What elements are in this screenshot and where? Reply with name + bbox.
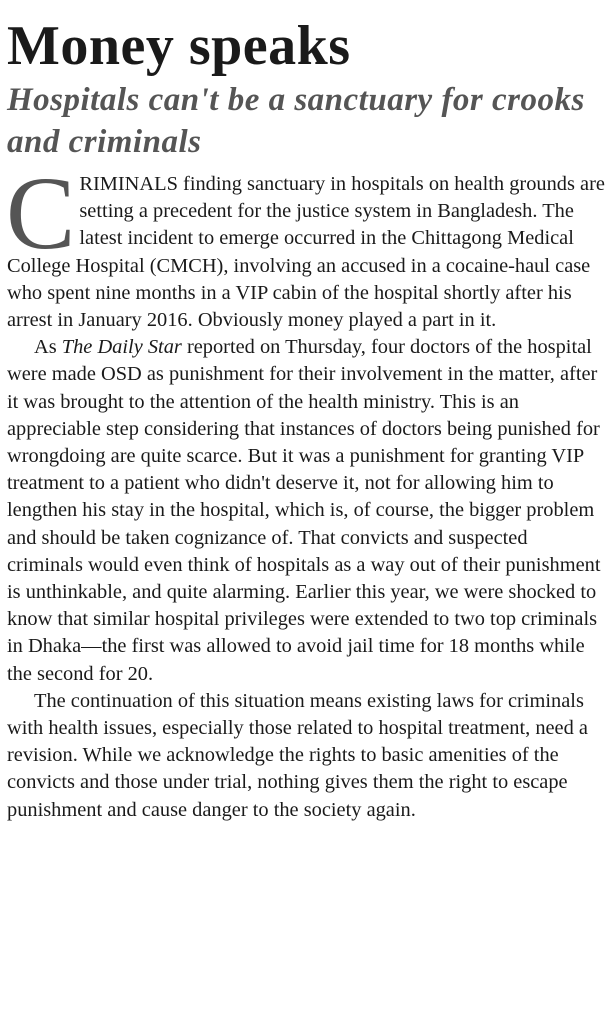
paragraph-1-text: RIMINALS finding sanctuary in hospitals on health grounds are setting a precedent for the justice system in Bangladesh. The latest incident to emerge occurred in the Chittagong Medical College Hospital (CMCH), involving an accused in a cocaine-haul case who spent nine months in a VIP cabin of the hospital shortly after his arrest in January 2016. Obviously money played a part in it. xyxy=(7,173,605,332)
paragraph-2-lead: As xyxy=(34,336,62,359)
paragraph-2 xyxy=(7,334,605,688)
editorial-article xyxy=(7,0,605,824)
paragraph-2-text: reported on Thursday, four doctors of the hospital were made OSD as punishment for their involvement in the matter, after it was brought to the attention of the health ministry. This is an appreciable step considering that instances of doctors being punished for wrongdoing are quite scarce. But it was a punishment for granting VIP treatment to a patient who didn't deserve it, not for allowing him to lengthen his stay in the hospital, which is, of course, the bigger problem and should be taken cognizance of. That convicts and suspected criminals would even think of hospitals as a way out of their punishment is unthinkable, and quite alarming. Earlier this year, we were shocked to know that similar hospital privileges were extended to two top criminals in Dhaka—the first was allowed to avoid jail time for 18 months while the second for 20. xyxy=(7,336,601,685)
drop-cap: C xyxy=(6,156,76,271)
paragraph-1 xyxy=(6,156,605,334)
publication-name: The Daily Star xyxy=(61,336,182,359)
article-body xyxy=(6,156,605,824)
paragraph-3: The continuation of this situation means existing laws for criminals with health issues, especially those related to hospital treatment, need a revision. While we acknowledge the rights to basic amenities of the convicts and those under trial, nothing gives them the right to escape punishment and cause danger to the society again. xyxy=(7,689,588,821)
subheadline: Hospitals can't be a sanctuary for crooks and criminals xyxy=(7,82,585,160)
headline: Money speaks xyxy=(7,15,351,77)
